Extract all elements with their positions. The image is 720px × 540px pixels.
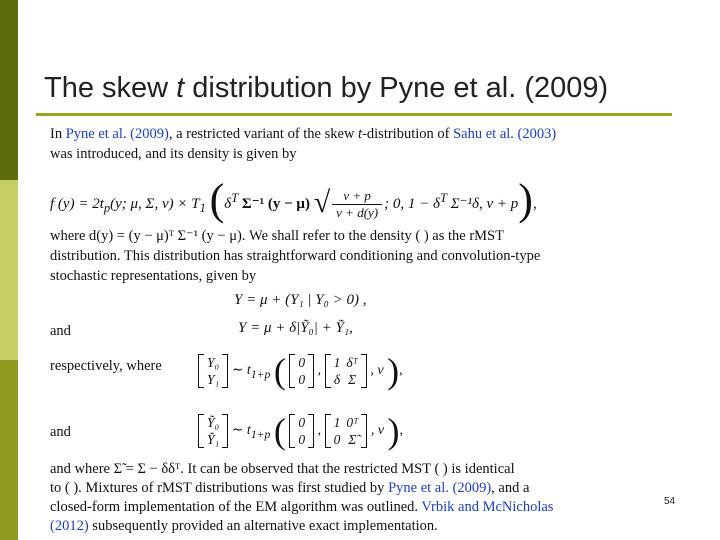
paragraph-mixtures-line3: closed-form implementation of the EM algorithm was outlined. Vrbik and McNicholas <box>50 499 554 515</box>
representation-conditioning: Y = μ + (Y₁ | Y₀ > 0) , <box>234 292 367 308</box>
paragraph-mixtures-line1: and where Σ̃ = Σ − δδᵀ. It can be observed that the restricted MST ( ) is identical <box>50 461 515 477</box>
page-number: 54 <box>664 496 676 507</box>
representation-convolution: Y = μ + δ|Ỹ₀| + Ỹ₁, <box>238 320 353 336</box>
joint-distribution-equation: Y₀ Y₁ ∼ $t_{1+p}$ ( 0 0 , 1 δᵀ δ Σ , ν ), <box>198 350 403 392</box>
joint-distribution-tilde-equation: Ỹ₀ Ỹ₁ ∼ $t_{1+p}$ ( 0 0 , 1 0ᵀ 0 Σ̃ , ν ), <box>198 410 403 452</box>
citation-link[interactable]: (2012) <box>50 518 89 534</box>
paragraph-mixtures-line4: (2012) subsequently provided an alternative exact implementation. <box>50 518 438 534</box>
title-underline <box>36 113 672 116</box>
paragraph-rmst-line1: where d(y) = (y − μ)ᵀ Σ⁻¹ (y − μ). We shall refer to the density ( ) as the rMST <box>50 228 504 244</box>
connector-and: and <box>50 424 71 440</box>
paragraph-rmst-line3: stochastic representations, given by <box>50 268 257 284</box>
sidebar-block-middle <box>0 180 18 360</box>
citation-link[interactable]: Vrbik and McNicholas <box>421 499 554 515</box>
citation-link[interactable]: Pyne et al. (2009) <box>388 480 492 496</box>
sidebar-block-bottom <box>0 360 18 540</box>
citation-link[interactable]: Sahu et al. (2003) <box>453 126 557 142</box>
density-equation: f $(y) = 2t_p(y$; μ, Σ, $\nu) \times T_1$ ($\delta^T$ Σ⁻¹ (y − μ) √ $\frac{\nu + p}{\nu + d(y)}$ ; 0, $1 - \delta^T$ Σ⁻¹δ, ν + p), <box>50 175 537 224</box>
paragraph-mixtures-line2: to ( ). Mixtures of rMST distributions was first studied by Pyne et al. (2009), and a <box>50 480 530 496</box>
paragraph-intro-line1: In Pyne et al. (2009), a restricted variant of the skew t-distribution of Sahu et al. (2003) <box>50 126 557 142</box>
connector-respectively: respectively, where <box>50 358 162 374</box>
paragraph-rmst-line2: distribution. This distribution has straightforward conditioning and convolution-type <box>50 248 541 264</box>
slide-title: The skew t distribution by Pyne et al. (2009) <box>44 72 609 104</box>
sidebar-decoration <box>0 0 18 540</box>
connector-and: and <box>50 323 71 339</box>
sidebar-block-top <box>0 0 18 180</box>
paragraph-intro-line2: was introduced, and its density is given by <box>50 146 297 162</box>
citation-link[interactable]: Pyne et al. (2009) <box>65 126 169 142</box>
